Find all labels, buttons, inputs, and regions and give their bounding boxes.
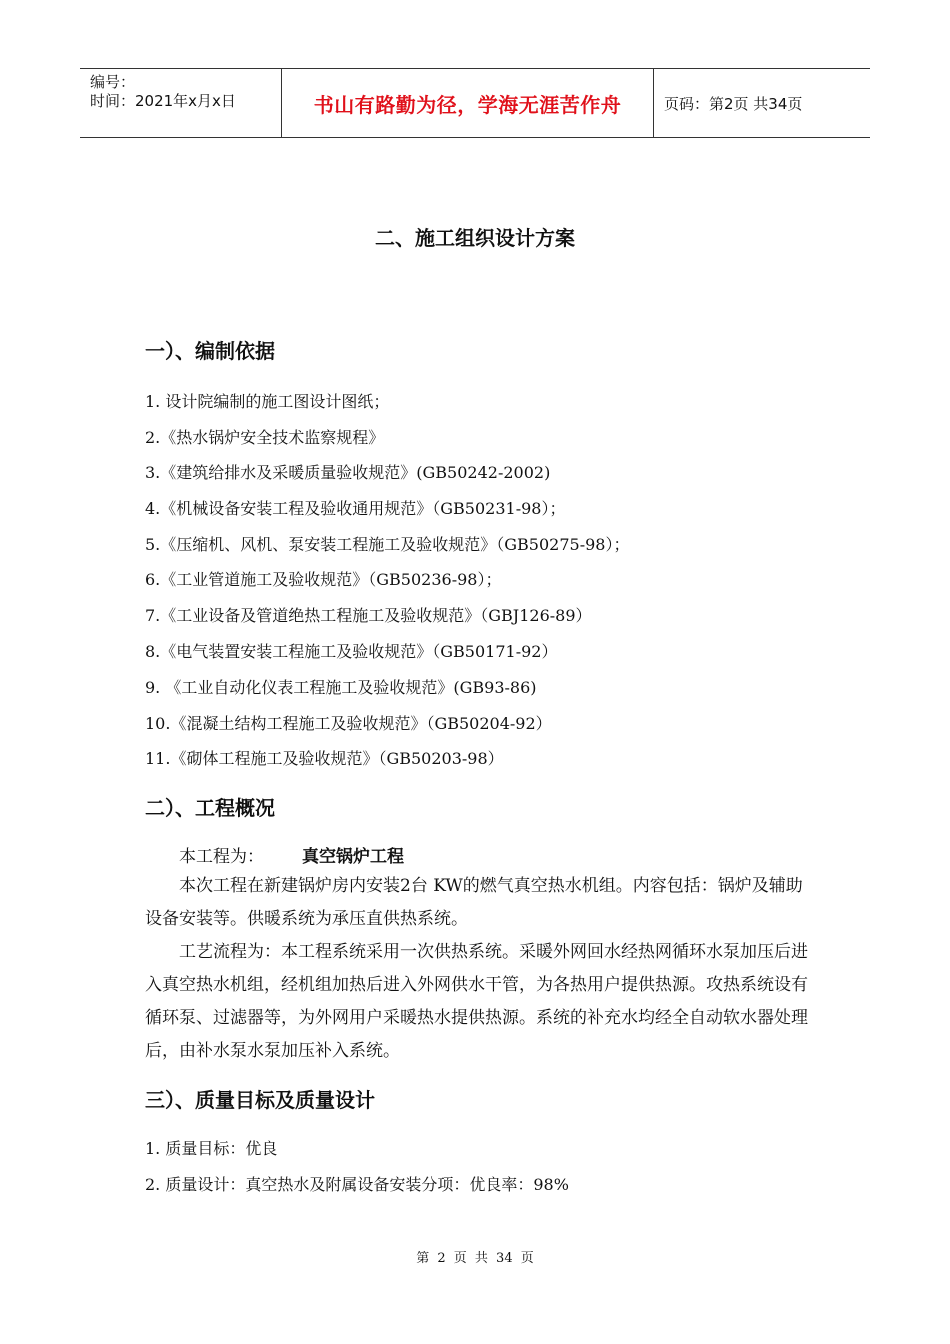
page-footer: 第 2 页 共 34 页 — [416, 1251, 534, 1266]
list-item: 7.《工业设备及管道绝热工程施工及验收规范》（GBJ126-89） — [145, 606, 592, 625]
number-label: 编号： — [90, 73, 136, 91]
list-item: 6.《工业管道施工及验收规范》（GB50236-98）； — [145, 570, 502, 589]
project-label: 本工程为： — [179, 847, 264, 867]
list-item: 11.《砌体工程施工及验收规范》（GB50203-98） — [145, 749, 504, 768]
list-item: 2.《热水锅炉安全技术监察规程》 — [145, 428, 385, 447]
overview-paragraphs — [145, 870, 810, 1068]
list-item: 10.《混凝土结构工程施工及验收规范》（GB50204-92） — [145, 714, 552, 733]
section-heading-quality: 三）、质量目标及质量设计 — [145, 1088, 375, 1112]
list-item: 5.《压缩机、风机、泵安装工程施工及验收规范》（GB50275-98）； — [145, 535, 630, 554]
header-page-info: 页码：第2页 共34页 — [664, 94, 803, 113]
project-name: 真空锅炉工程 — [302, 847, 404, 867]
list-item: 2. 质量设计：真空热水及附属设备安装分项：优良率：98% — [145, 1175, 569, 1194]
paragraph: 本次工程在新建锅炉房内安装2台 KW的燃气真空热水机组。内容包括：锅炉及辅助设备安装等。供暖系统为承压直供热系统。 — [145, 876, 803, 929]
list-item: 8.《电气装置安装工程施工及验收规范》（GB50171-92） — [145, 642, 558, 661]
time-label: 时间：2021年x月x日 — [90, 92, 236, 110]
header-left — [80, 69, 281, 137]
header-motto-cell — [281, 69, 654, 137]
list-item: 1. 设计院编制的施工图设计图纸； — [145, 392, 390, 411]
motto: 书山有路勤为径，学海无涯苦作舟 — [313, 92, 622, 117]
list-item: 4.《机械设备安装工程及验收通用规范》（GB50231-98）； — [145, 499, 566, 518]
list-item: 1. 质量目标：优良 — [145, 1139, 278, 1158]
list-item: 3.《建筑给排水及采暖质量验收规范》(GB50242-2002) — [145, 463, 551, 482]
project-line — [179, 842, 404, 867]
section-heading-overview: 二）、工程概况 — [145, 796, 275, 820]
paragraph: 工艺流程为：本工程系统采用一次供热系统。采暖外网回水经热网循环水泵加压后进入真空热水机组，经机组加热后进入外网供水干管，为各热用户提供热源。攻热系统设有循环泵、过滤器等，为外网用户采暖热水提供热源。系统的补充水均经全自动软水器处理后，由补水泵水泵加压补入系统。 — [145, 942, 808, 1061]
page-header — [80, 68, 870, 138]
section-heading-basis: 一）、编制依据 — [145, 339, 275, 363]
document-title: 二、施工组织设计方案 — [375, 226, 575, 250]
list-item: 9. 《工业自动化仪表工程施工及验收规范》(GB93-86) — [145, 678, 537, 697]
